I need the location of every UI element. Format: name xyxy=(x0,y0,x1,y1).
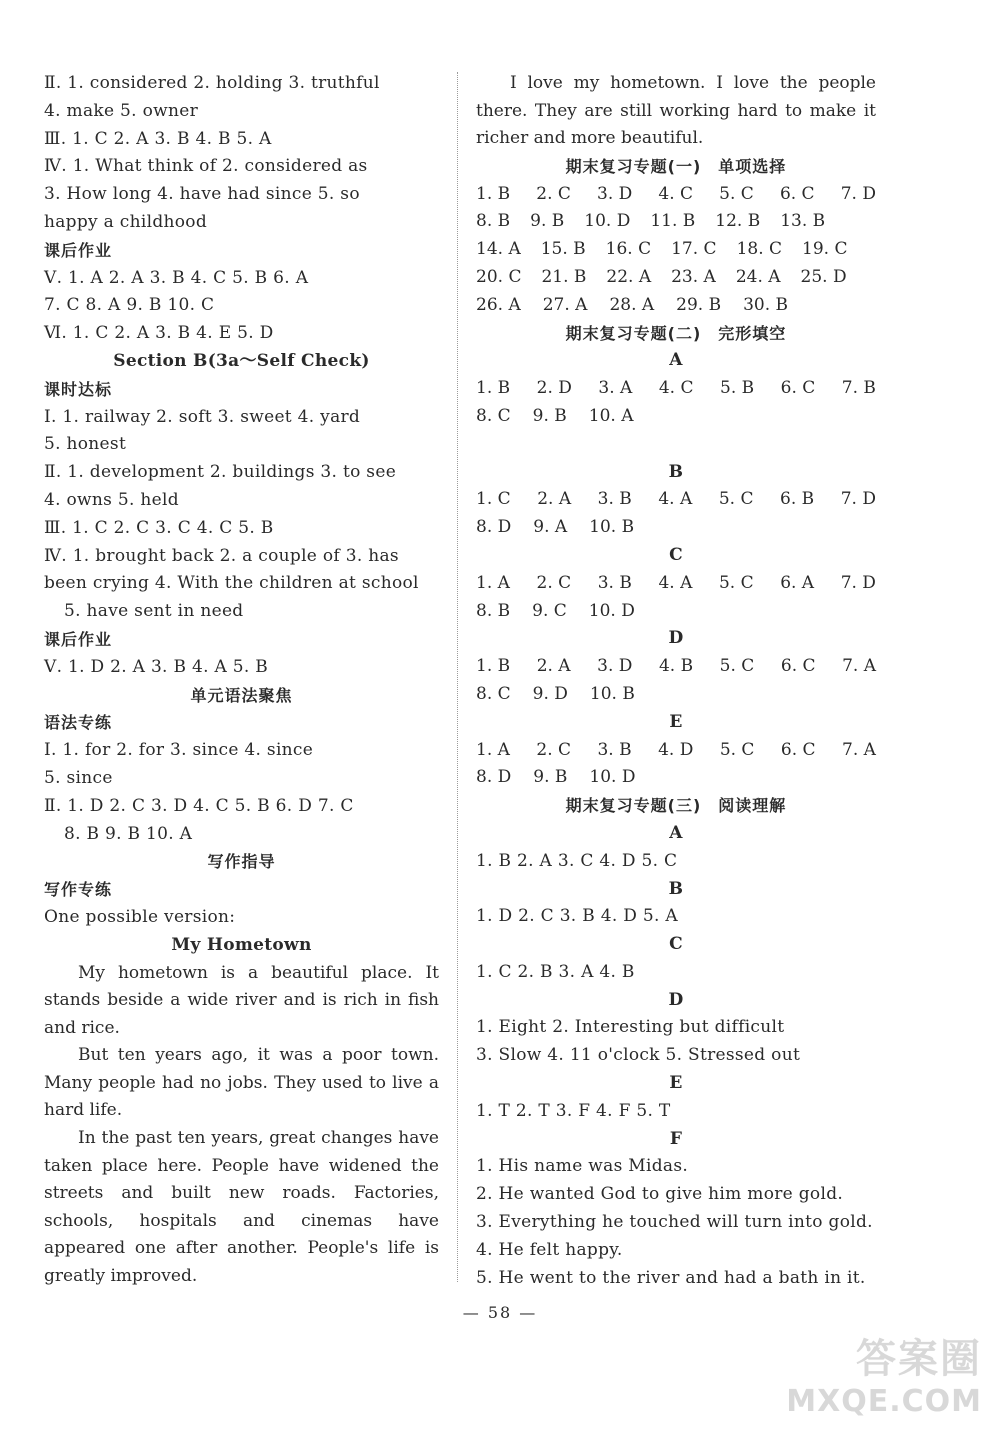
answer-item: 8. B xyxy=(476,600,511,621)
answer-item: 1. B xyxy=(476,656,511,677)
answer-item: 5. C xyxy=(718,489,754,510)
answer-item: 6. C xyxy=(779,183,815,204)
answer-item: 6. C xyxy=(780,378,816,399)
answer-line: 4. owns 5. held xyxy=(44,489,179,510)
answer-item: 10. A xyxy=(588,405,634,426)
answer-row xyxy=(476,264,876,292)
right-column xyxy=(476,70,876,1292)
column-divider xyxy=(457,72,458,1282)
review3-title: 期末复习专题(三) 阅读理解 xyxy=(565,796,787,816)
passage-letter: D xyxy=(668,628,684,649)
answer-item: 10. D xyxy=(588,600,635,621)
answer-item: 7. D xyxy=(840,183,876,204)
answer-item: 6. A xyxy=(780,572,815,593)
answer-item: 4. C xyxy=(658,183,694,204)
answer-item: 27. A xyxy=(542,294,588,315)
answer-row xyxy=(476,570,876,598)
answer-item: 4. D xyxy=(658,739,694,760)
answer-line: 1. Eight 2. Interesting but difficult xyxy=(476,1017,785,1038)
answer-item: 6. B xyxy=(780,489,815,510)
answer-item: 10. D xyxy=(589,767,636,788)
answer-item: 10. D xyxy=(584,211,631,232)
answer-line: Ⅰ. 1. for 2. for 3. since 4. since xyxy=(44,740,314,761)
answer-item: 9. D xyxy=(532,683,568,704)
answer-item: 22. A xyxy=(606,266,652,287)
watermark-logo-text: 答案圈 xyxy=(856,1336,982,1382)
answer-line: 5. since xyxy=(44,767,113,788)
answer-row xyxy=(476,181,876,209)
answer-row xyxy=(476,236,876,264)
passage-letter: C xyxy=(669,544,683,565)
answer-item: 21. B xyxy=(541,266,587,287)
answer-item: 4. C xyxy=(658,378,694,399)
passage-letter: E xyxy=(669,711,683,732)
answer-item: 6. C xyxy=(780,656,816,677)
passage-letter: E xyxy=(669,1073,683,1094)
answer-row xyxy=(476,292,876,320)
answer-item: 5. C xyxy=(718,572,754,593)
answer-line: been crying 4. With the children at school xyxy=(44,573,419,594)
answer-item: 8. D xyxy=(476,517,512,538)
left-column xyxy=(44,70,439,1291)
subheading-homework: 课后作业 xyxy=(44,240,113,260)
answer-row xyxy=(476,514,876,542)
answer-row xyxy=(476,681,876,709)
answer-item: 18. C xyxy=(736,239,783,260)
answer-item: 4. A xyxy=(658,489,693,510)
answer-item: 2. C xyxy=(536,183,571,204)
answer-item: 1. B xyxy=(476,183,511,204)
answer-row xyxy=(476,653,876,681)
answer-line: 4. He felt happy. xyxy=(476,1239,623,1260)
answer-line: 3. How long 4. have had since 5. so xyxy=(44,184,360,205)
grammar-title: 单元语法聚焦 xyxy=(190,685,293,705)
review2-answers xyxy=(476,347,876,792)
answer-item: 7. D xyxy=(840,572,876,593)
answer-item: 23. A xyxy=(671,266,716,287)
answer-line: 3. Everything he touched will turn into gold. xyxy=(476,1212,873,1233)
answer-item: 2. A xyxy=(536,656,571,677)
writing-title: 写作指导 xyxy=(207,852,276,872)
essay-paragraph: In the past ten years, great changes have taken place here. People have widened the streets and built new roads. Factories, schools, hospitals and cinemas have appeared one after another. People's life is greatly improved. xyxy=(44,1128,439,1287)
answer-line: 1. His name was Midas. xyxy=(476,1156,689,1177)
answer-item: 5. C xyxy=(719,656,755,677)
answer-item: 2. D xyxy=(536,378,572,399)
answer-item: 9. B xyxy=(532,405,567,426)
answer-item: 2. A xyxy=(537,489,572,510)
answer-line: 5. have sent in need xyxy=(64,601,244,622)
answer-item: 1. C xyxy=(476,489,511,510)
answer-row xyxy=(476,486,876,514)
answer-item: 15. B xyxy=(540,239,586,260)
answer-item: 1. A xyxy=(476,739,510,760)
answer-item: 4. A xyxy=(658,572,693,593)
answer-line: Ⅲ. 1. C 2. C 3. C 4. C 5. B xyxy=(44,517,274,538)
answer-item: 10. B xyxy=(589,683,635,704)
answer-line: Ⅰ. 1. railway 2. soft 3. sweet 4. yard xyxy=(44,406,361,427)
answer-item: 3. B xyxy=(597,489,632,510)
essay-title: My Hometown xyxy=(171,934,312,955)
subheading-grammar: 语法专练 xyxy=(44,713,113,733)
passage-letter: B xyxy=(668,461,684,482)
answer-item: 3. B xyxy=(597,739,632,760)
answer-line: 1. T 2. T 3. F 4. F 5. T xyxy=(476,1100,671,1121)
passage-letter: A xyxy=(669,822,683,843)
passage-letter: F xyxy=(669,1128,683,1149)
answer-item: 3. D xyxy=(597,183,633,204)
version-note: One possible version: xyxy=(44,906,236,927)
passage-letter: C xyxy=(669,934,683,955)
answer-item: 17. C xyxy=(671,239,717,260)
subheading-writing: 写作专练 xyxy=(44,880,113,900)
answer-item: 9. B xyxy=(530,211,565,232)
review2-title: 期末复习专题(二) 完形填空 xyxy=(565,323,787,343)
answer-item: 25. D xyxy=(800,266,847,287)
answer-row xyxy=(476,375,876,403)
answer-item: 3. D xyxy=(597,656,633,677)
review1-title: 期末复习专题(一) 单项选择 xyxy=(565,156,787,176)
essay-paragraph: But ten years ago, it was a poor town. Many people had no jobs. They used to live a hard life. xyxy=(44,1045,439,1121)
answer-row xyxy=(476,764,876,792)
spacer xyxy=(476,431,876,459)
subheading-class-goal: 课时达标 xyxy=(44,379,113,399)
answer-item: 4. B xyxy=(658,656,694,677)
answer-item: 2. C xyxy=(536,739,572,760)
passage-letter: D xyxy=(668,989,684,1010)
answer-row xyxy=(476,208,876,236)
answer-item: 13. B xyxy=(780,211,826,232)
answer-item: 5. C xyxy=(719,739,755,760)
answer-item: 20. C xyxy=(476,266,522,287)
review3-answers xyxy=(476,820,876,1293)
answer-item: 3. B xyxy=(597,572,632,593)
essay-paragraph: I love my hometown. I love the people there. They are still working hard to make it richer and more beautiful. xyxy=(476,73,876,149)
answer-item: 9. C xyxy=(532,600,567,621)
answer-item: 1. A xyxy=(476,572,510,593)
answer-item: 8. C xyxy=(476,405,511,426)
answer-line: Ⅳ. 1. brought back 2. a couple of 3. has xyxy=(44,545,399,566)
answer-line: 2. He wanted God to give him more gold. xyxy=(476,1184,844,1205)
answer-item: 24. A xyxy=(735,266,781,287)
answer-item: 9. B xyxy=(533,767,568,788)
answer-item: 6. C xyxy=(780,739,816,760)
answer-line: Ⅱ. 1. D 2. C 3. D 4. C 5. B 6. D 7. C xyxy=(44,795,354,816)
answer-line: 1. C 2. B 3. A 4. B xyxy=(476,961,635,982)
answer-line: 3. Slow 4. 11 o'clock 5. Stressed out xyxy=(476,1045,801,1066)
answer-item: 5. B xyxy=(720,378,755,399)
answer-item: 29. B xyxy=(676,294,722,315)
page-number: — 58 — xyxy=(462,1303,538,1322)
answer-item: 8. C xyxy=(476,683,511,704)
watermark xyxy=(786,1327,982,1419)
passage-letter: B xyxy=(668,878,684,899)
answer-item: 12. B xyxy=(715,211,761,232)
answer-item: 7. B xyxy=(841,378,876,399)
answer-item: 30. B xyxy=(743,294,789,315)
answer-line: 1. B 2. A 3. C 4. D 5. C xyxy=(476,850,678,871)
answer-line: 4. make 5. owner xyxy=(44,100,198,121)
answer-line: 7. C 8. A 9. B 10. C xyxy=(44,295,215,316)
answer-item: 1. B xyxy=(476,378,511,399)
section-title: Section B(3a～Self Check) xyxy=(113,350,370,371)
answer-item: 14. A xyxy=(476,239,521,260)
answer-line: Ⅴ. 1. A 2. A 3. B 4. C 5. B 6. A xyxy=(44,267,309,288)
answer-item: 16. C xyxy=(605,239,652,260)
answer-item: 26. A xyxy=(476,294,521,315)
answer-line: Ⅳ. 1. What think of 2. considered as xyxy=(44,156,368,177)
passage-letter: A xyxy=(669,350,683,371)
answer-line: Ⅱ. 1. development 2. buildings 3. to see xyxy=(44,462,397,483)
answer-item: 9. A xyxy=(533,517,568,538)
answer-line: Ⅲ. 1. C 2. A 3. B 4. B 5. A xyxy=(44,128,272,149)
answer-item: 8. D xyxy=(476,767,512,788)
answer-line: 5. honest xyxy=(44,434,127,455)
answer-row xyxy=(476,598,876,626)
answer-line: 5. He went to the river and had a bath in it. xyxy=(476,1267,866,1288)
answer-row xyxy=(476,403,876,431)
answer-item: 7. A xyxy=(842,739,876,760)
subheading-homework: 课后作业 xyxy=(44,629,113,649)
answer-item: 8. B xyxy=(476,211,511,232)
answer-line: happy a childhood xyxy=(44,211,208,232)
answer-line: 1. D 2. C 3. B 4. D 5. A xyxy=(476,906,678,927)
answer-item: 7. D xyxy=(840,489,876,510)
answer-item: 19. C xyxy=(802,239,848,260)
answer-item: 5. C xyxy=(719,183,754,204)
answer-item: 3. A xyxy=(598,378,633,399)
essay-paragraph: My hometown is a beautiful place. It stands beside a wide river and is rich in fish and rice. xyxy=(44,962,439,1038)
answer-item: 28. A xyxy=(609,294,655,315)
watermark-url: MXQE.COM xyxy=(786,1384,982,1419)
answer-item: 2. C xyxy=(536,572,572,593)
answer-item: 7. A xyxy=(842,656,876,677)
answer-item: 10. B xyxy=(589,517,635,538)
answer-line: Ⅱ. 1. considered 2. holding 3. truthful xyxy=(44,73,380,93)
answer-line: Ⅴ. 1. D 2. A 3. B 4. A 5. B xyxy=(44,656,269,677)
answer-line: 8. B 9. B 10. A xyxy=(64,823,193,844)
answer-line: Ⅵ. 1. C 2. A 3. B 4. E 5. D xyxy=(44,323,274,344)
answer-row xyxy=(476,737,876,765)
answer-item: 11. B xyxy=(650,211,696,232)
review1-answers xyxy=(476,181,876,320)
